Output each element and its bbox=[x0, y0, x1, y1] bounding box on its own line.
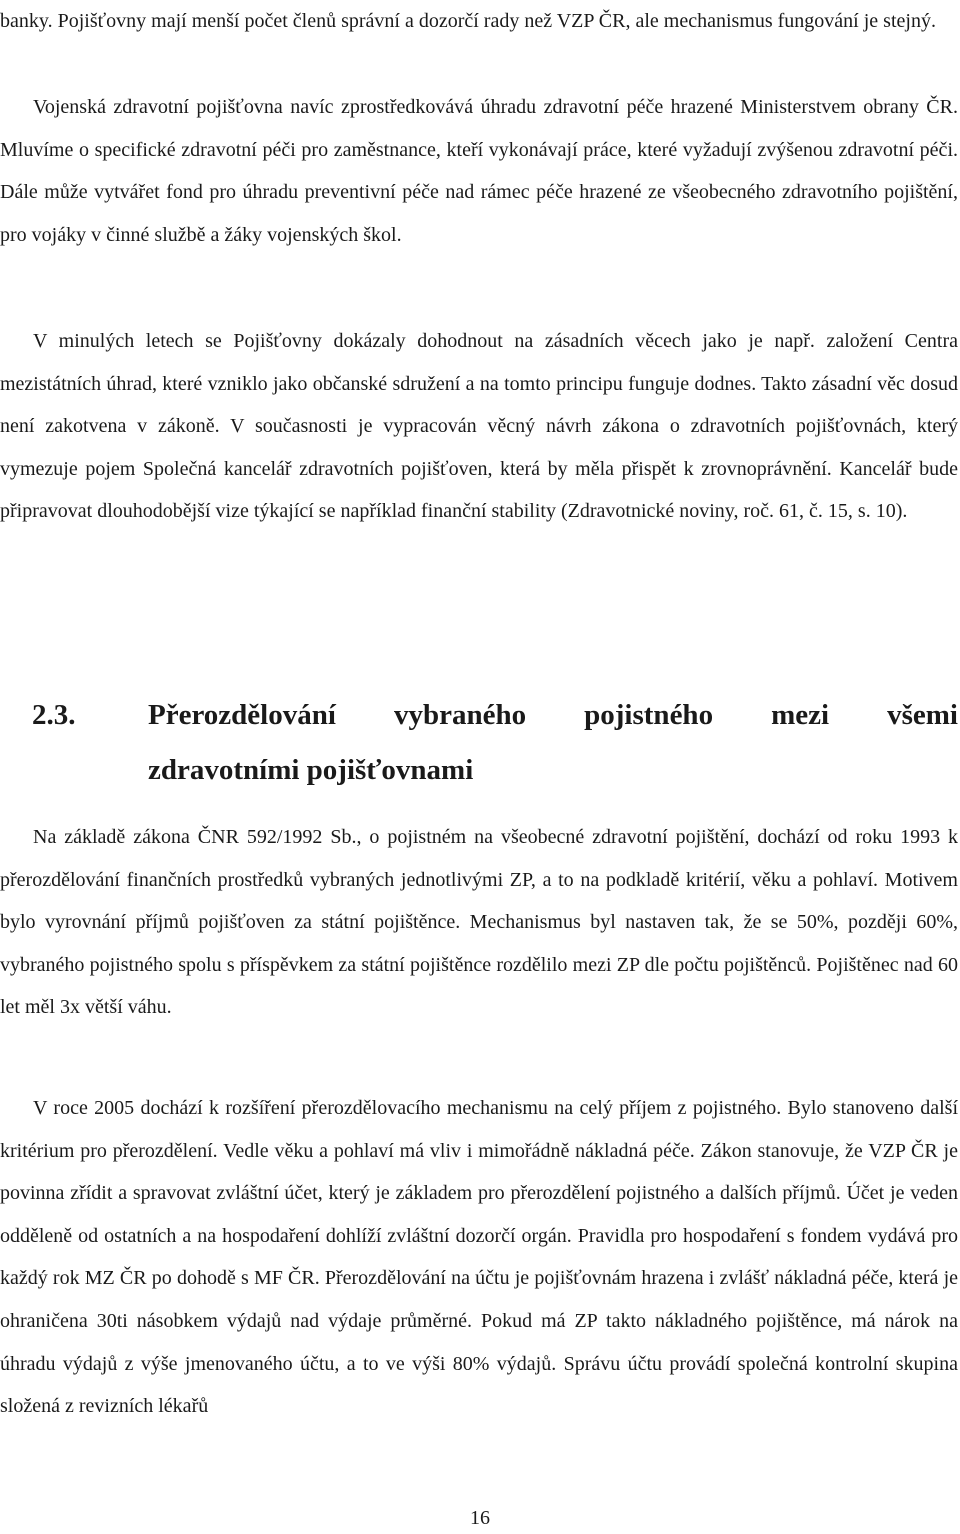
paragraph-military-insurance: Vojenská zdravotní pojišťovna navíc zprostředkovává úhradu zdravotní péče hrazené Ministerstvem obrany ČR. Mluvíme o specifické zdravotní péči pro zaměstnance, kteří vykonávají práce, které vyžadují zvýšenou zdravotní péči. Dále může vytvářet fond pro úhradu preventivní péče nad rámec péče hrazené ze všeobecného zdravotního pojištění, pro vojáky v činné službě a žáky vojenských škol. bbox=[0, 96, 958, 246]
section-number: 2.3. bbox=[32, 699, 76, 731]
paragraph-redistribution-law: Na základě zákona ČNR 592/1992 Sb., o pojistném na všeobecné zdravotní pojištění, dochází od roku 1993 k přerozdělování finančních prostředků vybraných jednotlivými ZP, a to na podkladě kritérií, věku a pohlaví. Motivem bylo vyrovnání příjmů pojišťoven za státní pojištěnce. Mechanismus byl nastaven tak, že se 50%, později 60%, vybraného pojistného spolu s příspěvkem za státní pojištěnce rozdělilo mezi ZP dle počtu pojištěnců. Pojištěnec nad 60 let měl 3x větší váhu. bbox=[0, 826, 958, 1019]
page-number: 16 bbox=[470, 1507, 490, 1529]
section-title bbox=[148, 688, 958, 798]
paragraph-continued: banky. Pojišťovny mají menší počet členů správní a dozorčí rady než VZP ČR, ale mechanismus fungování je stejný. bbox=[0, 10, 936, 32]
paragraph-redistribution-2005: V roce 2005 dochází k rozšíření přerozdělovacího mechanismu na celý příjem z pojistného. Bylo stanoveno další kritérium pro přerozdělení. Vedle věku a pohlaví má vliv i mimořádně nákladná péče. Zákon stanovuje, že VZP ČR je povinna zřídit a spravovat zvláštní účet, který je základem pro přerozdělení pojistného a dalších příjmů. Účet je veden odděleně od ostatních a na hospodaření dohlíží zvláštní dozorčí orgán. Pravidla pro hospodaření s fondem vydává pro každý rok MZ ČR po dohodě s MF ČR. Přerozdělování na účtu je pojišťovnám hrazena i zvlášť nákladná péče, která je ohraničena 30ti násobkem výdajů nad výdaje průměrné. Pokud má ZP takto nákladného pojištěnce, má nárok na úhradu výdajů z výše jmenovaného účtu, a to ve výši 80% výdajů. Správu účtu provádí společná kontrolní skupina složená z revizních lékařů bbox=[0, 1097, 958, 1418]
section-title-line-2: zdravotními pojišťovnami bbox=[148, 754, 474, 786]
paragraph-common-office: V minulých letech se Pojišťovny dokázaly dohodnout na zásadních věcech jako je např. založení Centra mezistátních úhrad, které vzniklo jako občanské sdružení a na tomto principu funguje dodnes. Takto zásadní věc dosud není zakotvena v zákoně. V současnosti je vypracován věcný návrh zákona o zdravotních pojišťovnách, který vymezuje pojem Společná kancelář zdravotních pojišťoven, která by měla přispět k zrovnoprávnění. Kancelář bude připravovat dlouhodobější vize týkající se například finanční stability (Zdravotnické noviny, roč. 61, č. 15, s. 10). bbox=[0, 330, 958, 523]
section-title-line-1: Přerozdělování vybraného pojistného mezi všemi bbox=[148, 699, 958, 731]
